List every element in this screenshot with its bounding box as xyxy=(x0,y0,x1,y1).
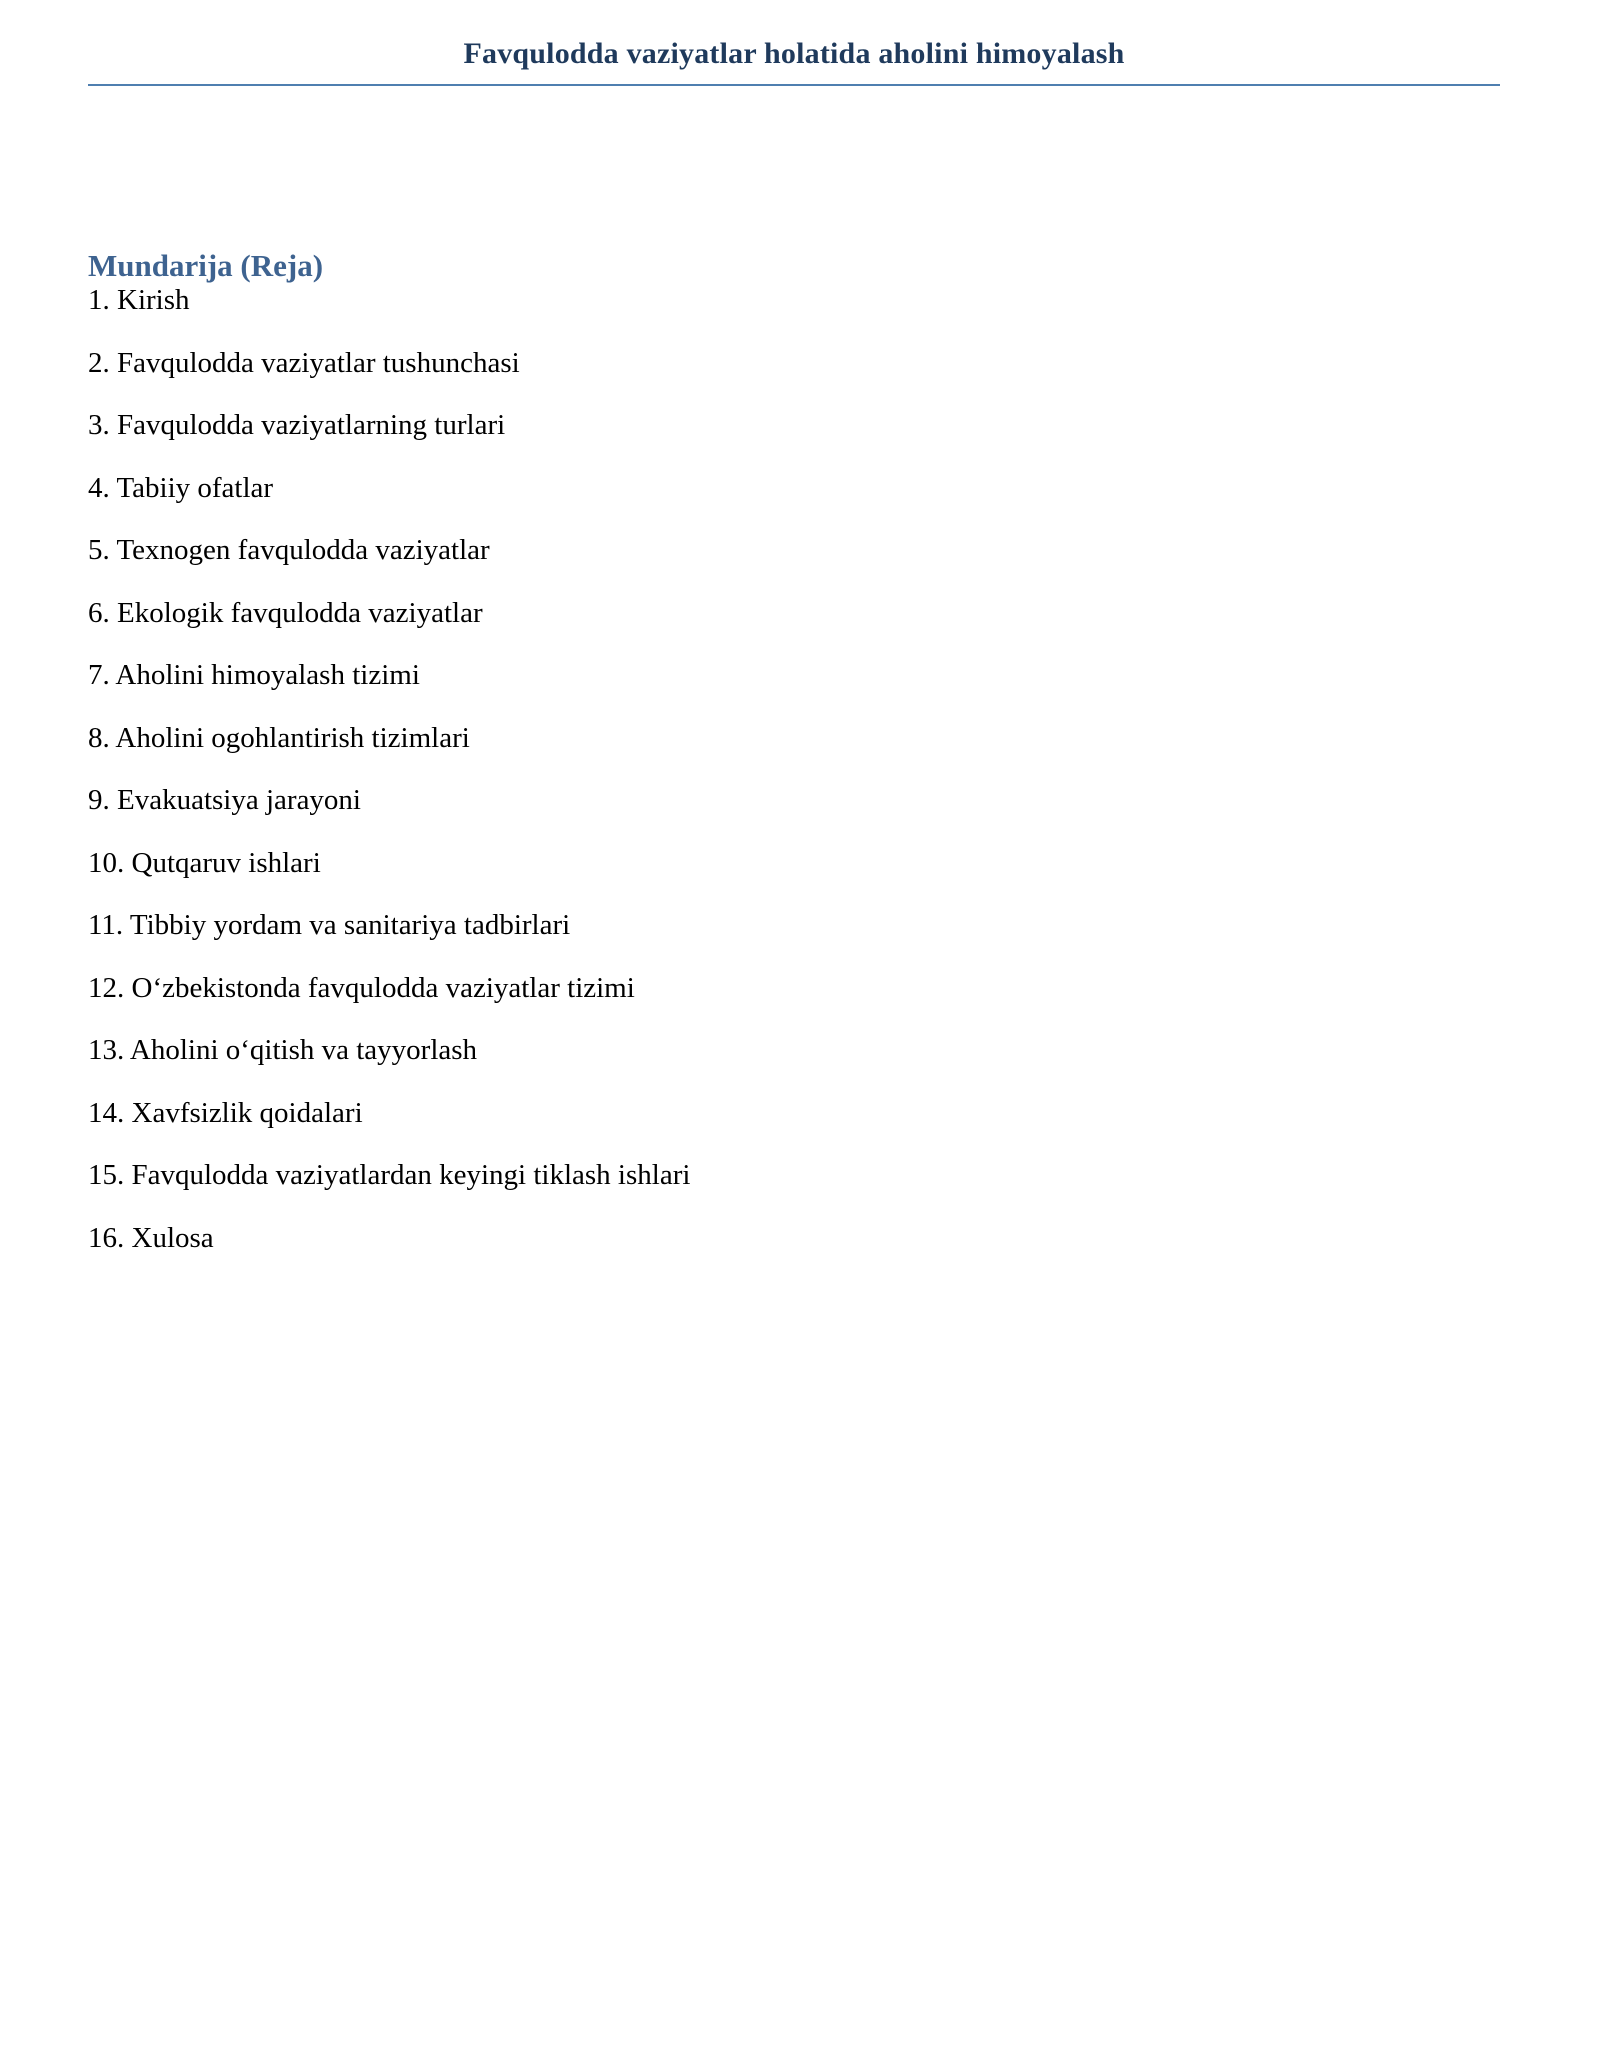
toc-item: 15. Favqulodda vaziyatlardan keyingi tiklash ishlari xyxy=(88,1159,691,1191)
toc-item: 9. Evakuatsiya jarayoni xyxy=(88,784,361,816)
toc-item: 5. Texnogen favqulodda vaziyatlar xyxy=(88,534,490,566)
toc-item: 8. Aholini ogohlantirish tizimlari xyxy=(88,721,470,754)
toc-item: 12. O‘zbekistonda favqulodda vaziyatlar tizimi xyxy=(88,971,635,1004)
toc-item: 4. Tabiiy ofatlar xyxy=(88,471,274,504)
page-header xyxy=(88,34,1500,86)
page-title: Favqulodda vaziyatlar holatida aholini himoyalash xyxy=(463,37,1125,70)
toc-item: 14. Xavfsizlik qoidalari xyxy=(88,1096,363,1129)
toc-item: 11. Tibbiy yordam va sanitariya tadbirlari xyxy=(88,909,571,941)
toc-item: 13. Aholini o‘qitish va tayyorlash xyxy=(88,1034,478,1066)
toc-item: 7. Aholini himoyalash tizimi xyxy=(88,659,420,691)
toc-item: 1. Kirish xyxy=(88,284,190,316)
toc-heading: Mundarija (Reja) xyxy=(88,248,324,283)
toc-list xyxy=(88,282,1500,1256)
toc-item: 10. Qutqaruv ishlari xyxy=(88,846,321,879)
toc-item: 2. Favqulodda vaziyatlar tushunchasi xyxy=(88,346,520,379)
toc-item: 6. Ekologik favqulodda vaziyatlar xyxy=(88,596,483,629)
toc-item: 16. Xulosa xyxy=(88,1221,214,1254)
table-of-contents xyxy=(88,246,1500,1282)
toc-item: 3. Favqulodda vaziyatlarning turlari xyxy=(88,409,506,441)
